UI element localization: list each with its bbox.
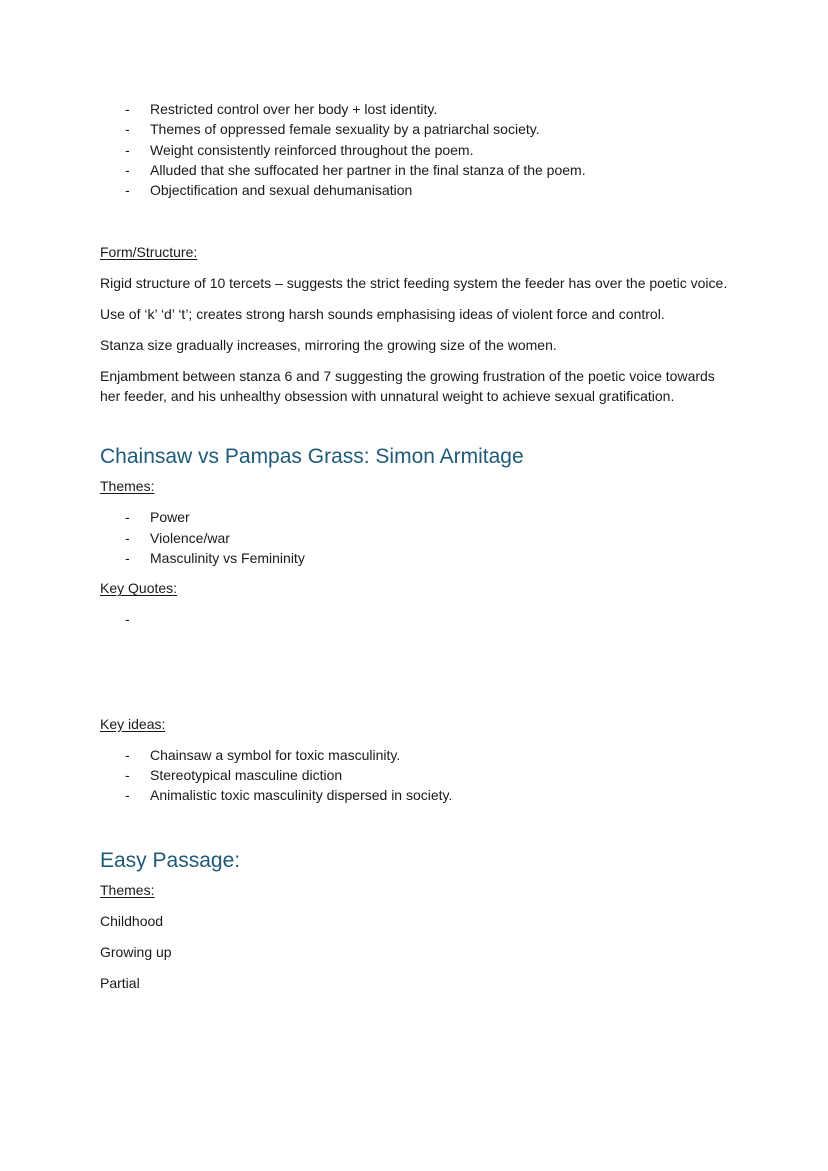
form-paragraph: Stanza size gradually increases, mirroring the growing size of the women. xyxy=(100,337,557,354)
theme-item: Childhood xyxy=(100,912,164,929)
themes-label: Themes: xyxy=(100,881,155,898)
list-item: - Power xyxy=(125,509,190,526)
key-ideas-label: Key ideas: xyxy=(100,715,166,732)
key-quotes-list xyxy=(100,609,730,629)
list-item: - xyxy=(125,611,130,628)
list-item: - Chainsaw a symbol for toxic masculinity. xyxy=(125,746,401,763)
list-item: - Alluded that she suffocated her partner in the final stanza of the poem. xyxy=(125,161,586,178)
section-heading-chainsaw: Chainsaw vs Pampas Grass: Simon Armitage xyxy=(100,445,524,469)
list-item: - Violence/war xyxy=(125,529,230,546)
theme-item: Partial xyxy=(100,974,140,991)
list-item: - Masculinity vs Femininity xyxy=(125,550,305,567)
form-structure-label: Form/Structure: xyxy=(100,244,198,261)
themes-bullet-list xyxy=(100,99,730,200)
section-heading-easy-passage: Easy Passage: xyxy=(100,848,241,872)
list-item: - Restricted control over her body + lost identity. xyxy=(125,101,438,117)
document-page xyxy=(100,99,730,993)
form-paragraph: Enjambment between stanza 6 and 7 suggesting the growing frustration of the poetic voice towards her feeder, and his unhealthy obsession with unnatural weight to achieve sexual gratification. xyxy=(100,368,715,405)
list-item: - Themes of oppressed female sexuality by a patriarchal society. xyxy=(125,121,540,138)
list-item: - Weight consistently reinforced throughout the poem. xyxy=(125,141,474,158)
list-item: - Stereotypical masculine diction xyxy=(125,766,343,783)
form-paragraph: Rigid structure of 10 tercets – suggests the strict feeding system the feeder has over the poetic voice. xyxy=(100,275,728,292)
chainsaw-themes-list xyxy=(100,507,730,568)
key-ideas-list xyxy=(100,745,730,806)
list-item: - Animalistic toxic masculinity dispersed in society. xyxy=(125,787,453,804)
theme-item: Growing up xyxy=(100,943,172,960)
key-quotes-label: Key Quotes: xyxy=(100,580,178,597)
list-item: - Objectification and sexual dehumanisation xyxy=(125,182,413,199)
themes-label: Themes: xyxy=(100,478,155,495)
form-paragraph: Use of ‘k’ ‘d’ ‘t’; creates strong harsh sounds emphasising ideas of violent force and control. xyxy=(100,306,665,323)
